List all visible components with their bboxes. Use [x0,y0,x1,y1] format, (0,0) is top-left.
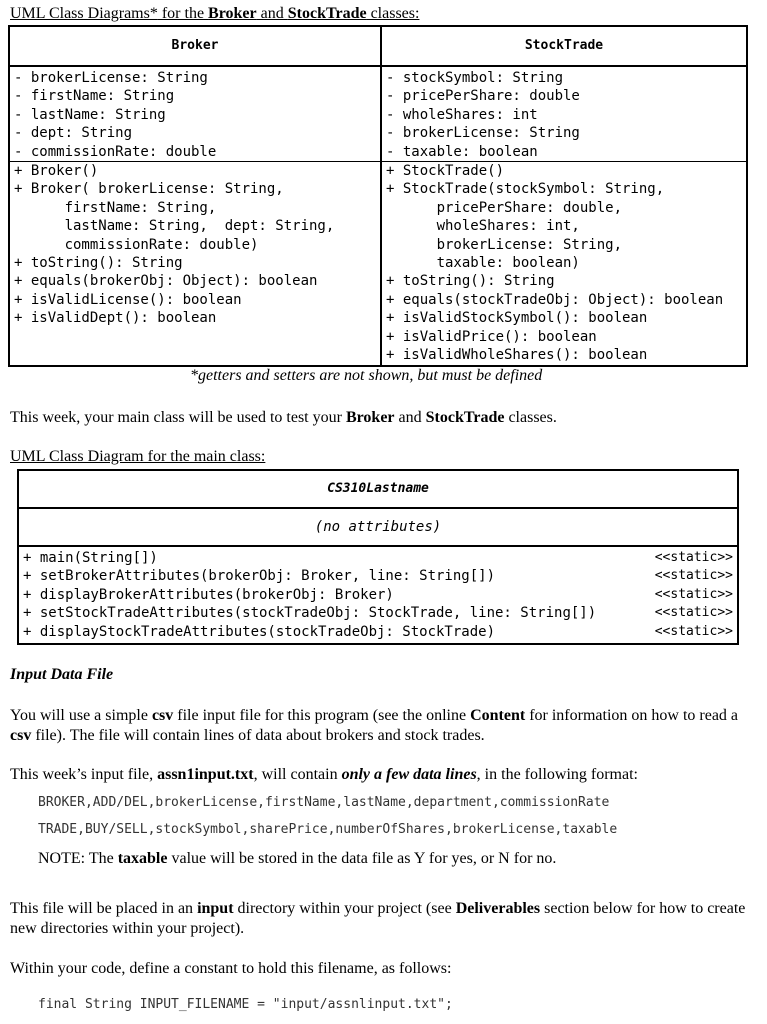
stocktrade-class-name-cell [381,26,747,66]
taxable-note: NOTE: The taxable value will be stored in the data file as Y for yes, or N for no. [38,850,557,867]
main-class-methods-cell [18,546,738,644]
broker-body [9,66,381,366]
csv-paragraph: You will use a simple csv file input file for this program (see the online Content for information on how to read a csv file). The file will contain lines of data about brokers and stock trades. [10,707,739,744]
getters-setters-footnote: *getters and setters are not shown, but must be defined [190,367,543,384]
uml-diagrams-heading: UML Class Diagrams* for the Broker and StockTrade classes: [10,5,420,22]
main-class-heading: UML Class Diagram for the main class: [10,448,266,465]
stocktrade-attributes: - stockSymbol: String - pricePerShare: double - wholeShares: int - brokerLicense: String - taxable: boolean [382,67,746,162]
broker-methods: + Broker() + Broker( brokerLicense: String, firstName: String, lastName: String, dept: String, commissionRate: double) + toString(): String + equals(brokerObj: Object): boolean + isValidLicense(): boolean + isValidDept(): boolean [14,163,335,327]
main-class-stereotypes: <<static>> <<static>> <<static>> <<static>> <<static>> [654,550,733,639]
main-class-uml-table [17,469,739,645]
stocktrade-body [381,66,747,366]
main-class-methods: + main(String[]) + setBrokerAttributes(brokerObj: Broker, line: String[]) + displayBrokerAttributes(brokerObj: Broker) + setStockTradeAttributes(stockTradeObj: StockTrade, line: String[]) + displayStockTradeAttributes(stockTradeObj: StockTrade) [23,550,597,640]
main-class-name-cell [18,470,738,508]
input-filename-code: final String INPUT_FILENAME = "input/assnlinput.txt"; [38,997,453,1012]
broker-class-name: Broker [171,38,219,53]
broker-format-line: BROKER,ADD/DEL,brokerLicense,firstName,lastName,department,commissionRate [38,795,610,810]
input-data-file-heading: Input Data File [10,666,114,683]
main-class-attributes-cell [18,508,738,546]
main-class-attributes: (no attributes) [314,519,442,535]
input-directory-paragraph: This file will be placed in an input directory within your project (see Deliverables section below for how to create new directories within your project). [10,900,746,937]
trade-format-line: TRADE,BUY/SELL,stockSymbol,sharePrice,numberOfShares,brokerLicense,taxable [38,822,618,837]
main-class-name: CS310Lastname [327,481,429,496]
broker-attributes: - brokerLicense: String - firstName: String - lastName: String - dept: String - commissionRate: double [10,67,380,162]
stocktrade-methods: + StockTrade() + StockTrade(stockSymbol: String, pricePerShare: double, wholeShares: int, brokerLicense: String, taxable: boolean) + toString(): String + equals(stockTradeObj: Object): boolean + isValidStockSymbol(): boolean + isValidPrice(): boolean + isValidWholeShares(): boolean [386,163,724,364]
broker-class-name-cell [9,26,381,66]
stocktrade-class-name: StockTrade [524,38,604,53]
constant-paragraph: Within your code, define a constant to hold this filename, as follows: [10,960,452,977]
week-paragraph: This week, your main class will be used to test your Broker and StockTrade classes. [10,409,557,426]
format-paragraph: This week’s input file, assn1input.txt, will contain only a few data lines, in the following format: [10,766,638,783]
broker-stocktrade-uml-table [8,25,748,367]
